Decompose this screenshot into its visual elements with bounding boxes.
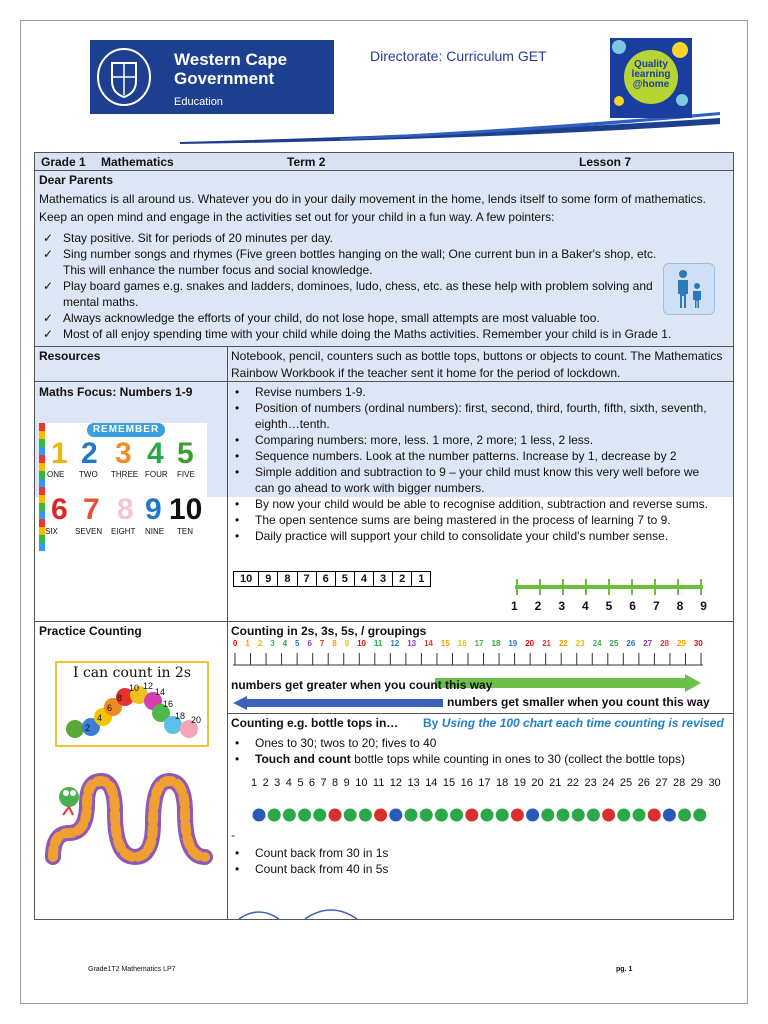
ones-number: 8: [332, 777, 339, 789]
ones-number: 10: [355, 777, 368, 789]
ruler-label: 20: [525, 639, 535, 648]
focus-item: • Revise numbers 1-9.: [235, 385, 366, 399]
hundred-chart-note: [423, 715, 724, 731]
ruler-label: 1: [245, 639, 250, 648]
count-back-item: • Count back from 40 in 5s: [235, 862, 389, 876]
parents-heading: Dear Parents: [39, 173, 114, 187]
bottle-top: [693, 809, 706, 822]
ones-number: 22: [566, 777, 580, 789]
grade-label: Grade 1: [41, 155, 86, 169]
ruler-label: 10: [357, 639, 366, 648]
poster-word: SEVEN: [75, 527, 103, 536]
ruler-label: 0: [233, 639, 238, 648]
countdown-cell: 1: [418, 573, 425, 585]
bottle-top: [633, 809, 646, 822]
hundred-chart-by: By: [423, 716, 442, 730]
countdown-cell: 7: [298, 572, 317, 586]
ones-number: 23: [584, 777, 597, 789]
bottle-item: • Touch and count bottle tops while counting in ones to 30 (collect the bottle tops): [235, 752, 685, 766]
ones-number: 24: [602, 777, 615, 789]
bottle-item: • Ones to 30; twos to 20; fives to 40: [235, 736, 437, 750]
ruler-ticks: [233, 651, 703, 667]
crest-icon: [96, 47, 152, 107]
number-snake-graphic: [39, 773, 219, 865]
ruler-label: 25: [609, 639, 619, 648]
focus-item: • Sequence numbers. Look at the number patterns. Increase by 1, decrease by 2: [235, 449, 677, 463]
ones-number: 17: [478, 777, 491, 789]
numberline-label: 5: [605, 599, 613, 613]
bottle-top: [557, 809, 570, 822]
ruler-label: 6: [307, 639, 312, 648]
bottle-top: [329, 809, 342, 822]
poster-word: NINE: [145, 527, 165, 536]
bottle-top: [496, 809, 509, 822]
focus-list: [231, 384, 721, 544]
caterpillar-number: 18: [175, 711, 186, 721]
ones-number: 3: [274, 777, 281, 789]
remember-banner: REMEMBER: [87, 423, 165, 437]
subject-label: Mathematics: [101, 155, 174, 169]
ruler-label: 4: [282, 639, 288, 648]
ruler-label: 27: [643, 639, 653, 648]
ones-number: 30: [708, 777, 721, 789]
focus-item: • The open sentence sums are being mastered in the process of learning 7 to 9.: [235, 513, 671, 527]
bottle-top: [541, 809, 554, 822]
check-icon: ✓: [43, 247, 54, 261]
numberline-label: 8: [676, 599, 684, 613]
row-divider: [35, 621, 733, 622]
snake-icon: [39, 773, 219, 865]
poster-word: FIVE: [177, 470, 195, 479]
numberline-label: 6: [629, 599, 636, 613]
ruler-label: 8: [332, 639, 337, 648]
footer-title: Grade1T2 Mathematics LP7: [88, 966, 176, 973]
ones-number: 26: [637, 777, 650, 789]
smaller-text: numbers get smaller when you count this way: [447, 695, 710, 709]
ones-number: 6: [308, 777, 316, 789]
focus-item: • Position of numbers (ordinal numbers): first, second, third, fourth, fifth, sixth, seventh, eighth…tenth.: [235, 401, 707, 431]
ones-number: 28: [673, 777, 686, 789]
poster-number: 1: [51, 437, 68, 470]
bottle-top: [268, 809, 281, 822]
bottle-top: [359, 809, 372, 822]
countdown-cell: 4: [355, 572, 374, 586]
ones-number: 27: [655, 777, 668, 789]
numberline-label: 4: [581, 599, 589, 613]
caterpillar-number: 12: [143, 681, 154, 691]
row-divider: [227, 713, 733, 714]
ruler-label: 12: [390, 639, 400, 648]
poster-word: EIGHT: [111, 527, 136, 536]
countdown-boxes: [233, 571, 431, 587]
poster-word: SIX: [45, 527, 58, 536]
number-line-ticks: [511, 577, 707, 597]
ones-number: 5: [297, 777, 304, 789]
ones-number: 15: [442, 777, 456, 789]
lesson-label: Lesson 7: [579, 155, 632, 169]
poster-number: 6: [51, 493, 68, 526]
ruler-label: 17: [474, 639, 484, 648]
poster-word: TWO: [79, 470, 98, 479]
col-divider: [227, 346, 228, 920]
ruler-label: 30: [693, 639, 703, 648]
ruler-label: 2: [257, 639, 263, 648]
count-in-2s-graphic: [55, 661, 209, 747]
ones-number: 20: [531, 777, 544, 789]
ruler-label: 9: [344, 639, 350, 648]
ruler-label: 19: [508, 639, 518, 648]
ones-number: 9: [343, 777, 350, 789]
numberline-label: 7: [652, 599, 660, 613]
poster-number: 4: [147, 437, 164, 470]
numberline-label: 1: [511, 599, 518, 613]
quality-learning-logo: [610, 38, 692, 118]
poster-word: TEN: [177, 527, 193, 536]
bottle-top: [344, 809, 357, 822]
focus-item: • Simple addition and subtraction to 9 – your child must know this very well before we can go ahead to work with bigger numbers.: [235, 465, 700, 495]
row-divider: [35, 170, 733, 171]
bottle-top: [374, 809, 387, 822]
ruler-label: 26: [626, 639, 636, 648]
caterpillar-number: 20: [191, 715, 202, 725]
check-icon: ✓: [43, 279, 54, 293]
ruler-label: 7: [319, 639, 325, 648]
pointers-list: [39, 230, 672, 342]
row-divider: [35, 346, 733, 347]
bottle-top: [298, 809, 311, 822]
countdown-cell: 9: [259, 572, 278, 586]
poster-number: 3: [115, 437, 132, 470]
ruler-label: 28: [660, 639, 669, 648]
ruler-label: 11: [373, 639, 383, 648]
smaller-arrow-icon: [233, 696, 443, 710]
bottle-top: [435, 809, 448, 822]
bottle-title: Counting e.g. bottle tops in…: [231, 716, 399, 730]
hundred-chart-text: Using the 100 chart each time counting is revised: [441, 716, 724, 730]
ones-number: 18: [496, 777, 509, 789]
bottle-top: [253, 809, 266, 822]
poster-number: 7: [83, 493, 100, 526]
ones-number: 7: [320, 777, 327, 789]
ones-to-30-row: [251, 777, 721, 789]
count-back-list: [231, 845, 721, 877]
bottle-top: [648, 809, 661, 822]
caterpillar-number: 16: [163, 699, 174, 709]
ruler-label: 29: [676, 639, 686, 648]
logo-dept: Education: [174, 96, 223, 108]
pointer-item: ✓ Stay positive. Sit for periods of 20 minutes per day.: [43, 231, 333, 245]
ruler-label: 23: [575, 639, 585, 648]
poster-word: ONE: [47, 470, 65, 479]
term-label: Term 2: [287, 155, 326, 169]
ruler-label: 16: [457, 639, 467, 648]
groupings-title: Counting in 2s, 3s, 5s, / groupings: [231, 624, 427, 638]
quality-learning-text: Quality learning @home: [624, 50, 678, 104]
caterpillar-number: 6: [107, 703, 113, 713]
ones-number: 29: [690, 777, 703, 789]
countdown-cell: 3: [374, 572, 393, 586]
wcg-logo: [90, 40, 334, 114]
bottle-top: [678, 809, 691, 822]
countdown-cell: 10: [234, 572, 259, 586]
dash-mark: -: [231, 828, 235, 842]
check-icon: ✓: [43, 231, 54, 245]
ones-number: 16: [460, 777, 473, 789]
caterpillar-number: 4: [97, 713, 103, 723]
ones-number: 21: [549, 777, 562, 789]
logo-name: Western Cape Government: [174, 50, 288, 88]
countdown-cell: 6: [317, 572, 336, 586]
countdown-cell: 8: [278, 572, 297, 586]
family-icon: [663, 263, 715, 315]
poster-number: 8: [117, 493, 134, 526]
pointer-item: ✓ Play board games e.g. snakes and ladders, dominoes, ludo, chess, etc. as these help with problem solving and mental maths.: [43, 279, 653, 309]
check-icon: ✓: [43, 327, 54, 341]
bottle-top: [420, 809, 433, 822]
ruler-label: 13: [407, 639, 417, 648]
numberline-label: 2: [534, 599, 542, 613]
ones-number: 13: [407, 777, 420, 789]
ruler-label: 15: [440, 639, 450, 648]
count-back-item: • Count back from 30 in 1s: [235, 846, 389, 860]
bottle-top: [465, 809, 478, 822]
lesson-table: [34, 152, 734, 920]
ones-number: 4: [285, 777, 292, 789]
poster-number: 10: [169, 493, 203, 526]
pointer-item: ✓ Most of all enjoy spending time with your child while doing the Maths activities. Remember your child is in Grade 1.: [43, 327, 672, 341]
practice-label: Practice Counting: [39, 624, 142, 638]
ruler-label: 18: [491, 639, 501, 648]
ones-number: 11: [372, 777, 385, 789]
ones-number: 25: [619, 777, 633, 789]
parents-intro: Mathematics is all around us. Whatever you do in your daily movement in the home, lends itself to some form of mathematics. Keep an open mind and engage in the activities set out for your child in a fun way. A few pointers:: [39, 192, 706, 224]
caterpillar-number: 8: [117, 693, 123, 703]
footer-page: pg. 1: [616, 966, 633, 973]
bottle-top: [663, 809, 676, 822]
bottle-top: [283, 809, 296, 822]
resources-text: Notebook, pencil, counters such as bottle tops, buttons or objects to count. The Mathematics Rainbow Workbook if the teacher sent it home for the period of lockdown.: [231, 349, 723, 380]
counting-ruler: [233, 639, 703, 669]
bottle-tops-row: [251, 807, 711, 823]
bottle-top: [617, 809, 630, 822]
greater-text: numbers get greater when you count this way: [231, 678, 493, 692]
ruler-label: 3: [270, 639, 275, 648]
focus-item: • By now your child would be able to recognise addition, subtraction and reverse sums.: [235, 497, 708, 511]
count2s-title: I can count in 2s: [72, 665, 192, 681]
bottle-top: [511, 809, 524, 822]
focus-label: Maths Focus: Numbers 1-9: [39, 385, 193, 399]
pointer-item: ✓ Sing number songs and rhymes (Five green bottles hanging on the wall; One current bun in a Baker's shop, etc. This will enhance the number focus and social knowledge.: [43, 247, 657, 277]
bottle-top: [313, 809, 326, 822]
check-icon: ✓: [43, 311, 54, 325]
resources-label: Resources: [39, 349, 101, 363]
ones-number: 2: [262, 777, 269, 789]
bottle-top: [405, 809, 418, 822]
countdown-cell: 5: [336, 572, 355, 586]
poster-word: THREE: [111, 470, 139, 479]
ruler-label: 5: [295, 639, 300, 648]
ruler-label: 22: [558, 639, 568, 648]
ones-number: 19: [513, 777, 526, 789]
numberline-label: 3: [558, 599, 565, 613]
ruler-label: 21: [542, 639, 551, 648]
bottle-top: [526, 809, 539, 822]
bottle-top: [572, 809, 585, 822]
focus-item: • Comparing numbers: more, less. 1 more, 2 more; 1 less, 2 less.: [235, 433, 594, 447]
bottle-top: [389, 809, 402, 822]
poster-number: 2: [81, 437, 98, 470]
number-line: [511, 577, 707, 617]
bottle-top: [587, 809, 600, 822]
poster-word: FOUR: [145, 470, 168, 479]
ruler-label: 24: [592, 639, 602, 648]
numberline-label: 9: [700, 599, 707, 613]
jump-arrows-icon: [235, 907, 365, 921]
ones-number: 12: [389, 777, 403, 789]
caterpillar-number: 10: [129, 683, 140, 693]
poster-number: 5: [177, 437, 194, 470]
focus-item: • Daily practice will support your child to consolidate your child's number sense.: [235, 529, 669, 543]
directorate-title: Directorate: Curriculum GET: [370, 48, 547, 64]
bottle-top: [602, 809, 615, 822]
numbers-poster: [39, 423, 207, 551]
bottle-top: [450, 809, 463, 822]
ruler-label: 14: [424, 639, 433, 648]
caterpillar-number: 14: [155, 687, 166, 697]
bottle-top: [481, 809, 494, 822]
countdown-cell: 2: [393, 572, 412, 586]
ones-number: 14: [425, 777, 438, 789]
poster-number: 9: [145, 493, 162, 526]
bottle-list: [231, 735, 721, 767]
ones-number: 1: [251, 777, 258, 789]
caterpillar-number: 2: [85, 723, 91, 733]
pointer-item: ✓ Always acknowledge the efforts of your child, do not lose hope, small attempts are most valuable too.: [43, 311, 600, 325]
